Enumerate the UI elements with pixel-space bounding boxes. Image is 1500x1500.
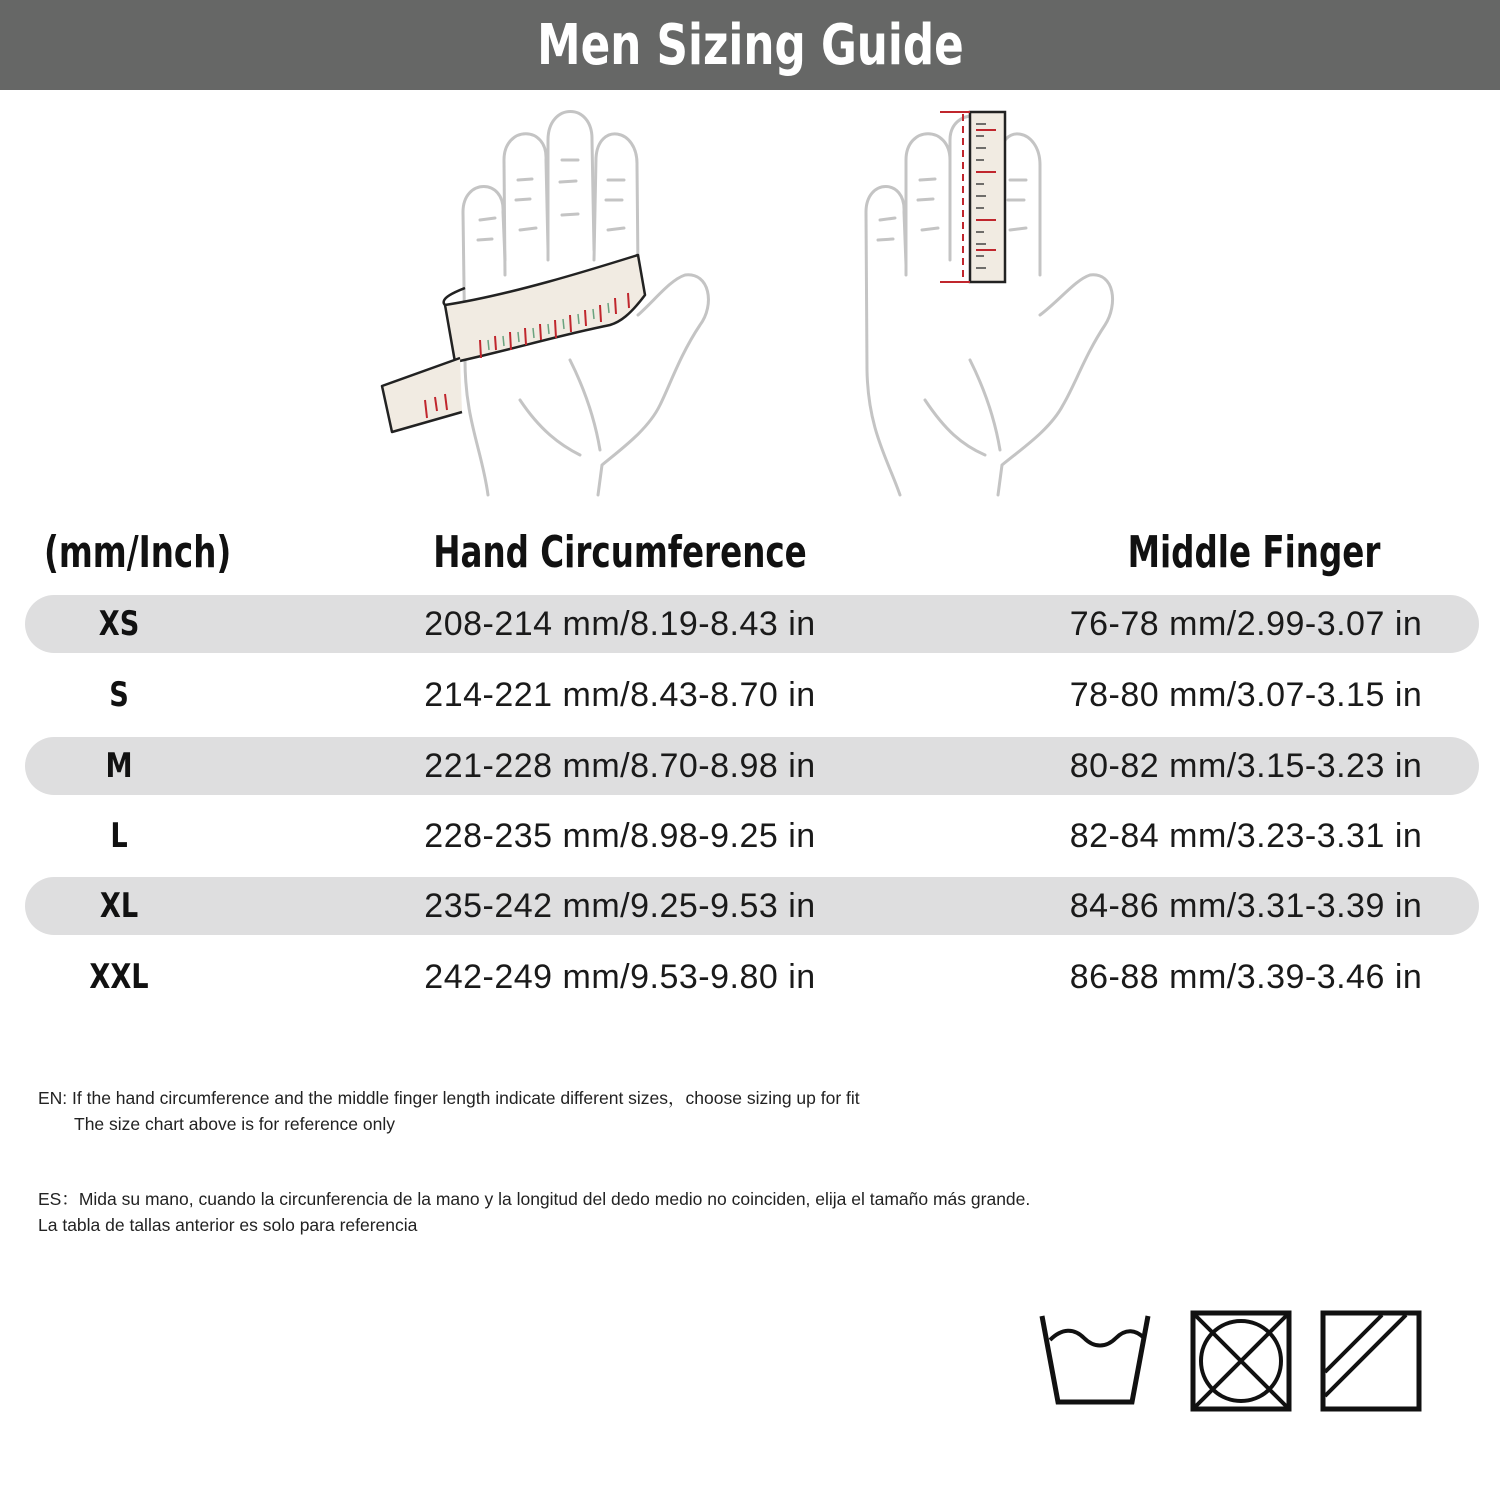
line-dry-in-shade-icon: [1320, 1310, 1422, 1412]
table-row: L 228-235 mm/8.98-9.25 in 82-84 mm/3.23-3.31 in: [25, 807, 1479, 865]
english-note: [38, 1085, 860, 1137]
spanish-note-line-1: ES：Mida su mano, cuando la circunferencia de la mano y la longitud del dedo medio no coinciden, elija el tamaño más grande.: [38, 1189, 1031, 1209]
table-row: M 221-228 mm/8.70-8.98 in 80-82 mm/3.15-3.23 in: [25, 737, 1479, 795]
table-row: XXL 242-249 mm/9.53-9.80 in 86-88 mm/3.39-3.46 in: [25, 948, 1479, 1006]
table-row: XS 208-214 mm/8.19-8.43 in 76-78 mm/2.99-3.07 in: [25, 595, 1479, 653]
middle-finger-illustration: [850, 100, 1130, 500]
hand-tape-icon: [370, 100, 730, 500]
finger-value: 78-80 mm/3.07-3.15 in: [1069, 676, 1423, 714]
table-row: S 214-221 mm/8.43-8.70 in 78-80 mm/3.07-3.15 in: [25, 666, 1479, 724]
finger-value: 82-84 mm/3.23-3.31 in: [1069, 817, 1423, 855]
english-note-line-1: EN: If the hand circumference and the middle finger length indicate different sizes，choose sizing up for fit: [38, 1088, 860, 1108]
table-header: [0, 520, 1500, 586]
finger-value: 80-82 mm/3.15-3.23 in: [1069, 747, 1423, 785]
finger-ruler-icon: [850, 100, 1130, 500]
spanish-note: [38, 1186, 1030, 1238]
hand-circumference-header: Hand Circumference: [433, 527, 807, 578]
hand-wash-icon: [1038, 1310, 1154, 1406]
finger-value: 86-88 mm/3.39-3.46 in: [1069, 958, 1423, 996]
hand-value: 228-235 mm/8.98-9.25 in: [424, 817, 816, 855]
do-not-tumble-dry-icon: [1190, 1310, 1292, 1412]
page-title: Men Sizing Guide: [536, 12, 964, 78]
title-banner: [0, 0, 1500, 90]
hand-value: 208-214 mm/8.19-8.43 in: [424, 605, 816, 643]
middle-finger-header: Middle Finger: [1127, 527, 1381, 578]
hand-value: 235-242 mm/9.25-9.53 in: [424, 887, 816, 925]
hand-circumference-illustration: [370, 100, 730, 500]
spanish-note-line-2: La tabla de tallas anterior es solo para referencia: [38, 1215, 418, 1235]
english-note-line-2: The size chart above is for reference only: [74, 1114, 395, 1134]
unit-label: (mm/Inch): [44, 527, 232, 578]
hand-value: 221-228 mm/8.70-8.98 in: [424, 747, 816, 785]
finger-value: 84-86 mm/3.31-3.39 in: [1069, 887, 1423, 925]
finger-value: 76-78 mm/2.99-3.07 in: [1069, 605, 1423, 643]
hand-value: 242-249 mm/9.53-9.80 in: [424, 958, 816, 996]
table-row: XL 235-242 mm/9.25-9.53 in 84-86 mm/3.31-3.39 in: [25, 877, 1479, 935]
hand-value: 214-221 mm/8.43-8.70 in: [424, 676, 816, 714]
